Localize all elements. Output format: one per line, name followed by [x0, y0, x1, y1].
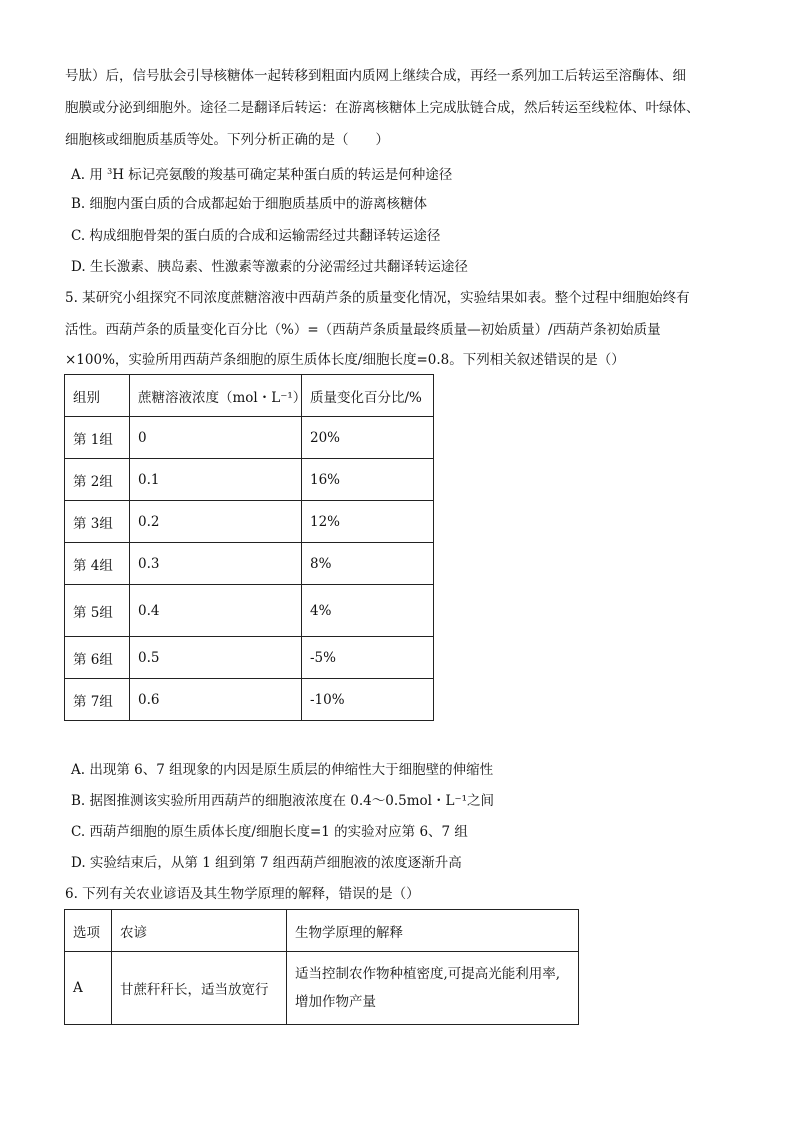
cell-group: 第 4组: [65, 543, 130, 585]
cell-concentration: 0: [130, 417, 302, 459]
cell-concentration: 0.1: [130, 459, 302, 501]
cell-mass-change: -5%: [302, 637, 434, 679]
cell-concentration: 0.6: [130, 679, 302, 721]
header-proverb: 农谚: [112, 910, 287, 952]
table-row: [65, 637, 434, 679]
intro-line-1: 号肽）后，信号肽会引导核糖体一起转移到粗面内质网上继续合成，再经一系列加工后转运至溶酶体、细: [65, 68, 686, 84]
cell-group: 第 1组: [65, 417, 130, 459]
q5-option-d: D. 实验结束后，从第 1 组到第 7 组西葫芦细胞液的浓度逐渐升高: [71, 855, 462, 871]
q5-stem-line-2: 活性。西葫芦条的质量变化百分比（%）=（西葫芦条质量最终质量—初始质量）/西葫芦条初始质量: [65, 322, 661, 338]
q4-option-a: A. 用 $^3$H 标记亮氨酸的羧基可确定某种蛋白质的转运是何种途径: [71, 167, 453, 183]
cell-mass-change: 8%: [302, 543, 434, 585]
table-row: [65, 679, 434, 721]
cell-group: 第 2组: [65, 459, 130, 501]
table-header-row: [65, 375, 434, 417]
cell-group: 第 7组: [65, 679, 130, 721]
intro-line-3: 细胞核或细胞质基质等处。下列分析正确的是（ ）: [65, 132, 389, 148]
sucrose-results-table: [64, 374, 434, 721]
table-row: [65, 585, 434, 637]
principle-line-1: 适当控制农作物种植密度,可提高光能利用率,: [295, 966, 561, 982]
header-mass-change: 质量变化百分比/%: [302, 375, 434, 417]
header-group: 组别: [65, 375, 130, 417]
cell-group: 第 3组: [65, 501, 130, 543]
header-concentration: 蔗糖溶液浓度（mol・L⁻¹）: [130, 375, 302, 417]
q5-option-b: B. 据图推测该实验所用西葫芦的细胞液浓度在 0.4～0.5mol・L⁻¹之间: [71, 793, 494, 809]
intro-line-2: 胞膜或分泌到细胞外。途径二是翻译后转运：在游离核糖体上完成肽链合成，然后转运至线粒体、叶绿体、: [65, 100, 700, 116]
cell-concentration: 0.3: [130, 543, 302, 585]
principle-line-2: 增加作物产量: [295, 994, 376, 1010]
table-row: [65, 543, 434, 585]
cell-proverb: 甘蔗秆秆长，适当放宽行: [112, 952, 287, 1025]
table-row: [65, 952, 579, 1025]
cell-concentration: 0.4: [130, 585, 302, 637]
q5-option-a: A. 出现第 6、7 组现象的内因是原生质层的伸缩性大于细胞壁的伸缩性: [71, 762, 494, 778]
q4-option-d: D. 生长激素、胰岛素、性激素等激素的分泌需经过共翻译转运途径: [71, 259, 468, 275]
cell-concentration: 0.2: [130, 501, 302, 543]
q5-stem-line-1: 5. 某研究小组探究不同浓度蔗糖溶液中西葫芦条的质量变化情况，实验结果如表。整个过程中细胞始终有: [65, 290, 690, 306]
cell-principle: [287, 952, 579, 1025]
table-row: [65, 459, 434, 501]
q6-stem: 6. 下列有关农业谚语及其生物学原理的解释，错误的是（）: [65, 886, 420, 902]
cell-mass-change: 16%: [302, 459, 434, 501]
proverb-table: [64, 909, 579, 1025]
table-row: [65, 417, 434, 459]
cell-mass-change: 20%: [302, 417, 434, 459]
q5-option-c: C. 西葫芦细胞的原生质体长度/细胞长度=1 的实验对应第 6、7 组: [71, 824, 468, 840]
q4-option-c: C. 构成细胞骨架的蛋白质的合成和运输需经过共翻译转运途径: [71, 228, 441, 244]
cell-mass-change: -10%: [302, 679, 434, 721]
cell-mass-change: 4%: [302, 585, 434, 637]
cell-concentration: 0.5: [130, 637, 302, 679]
table-header-row: [65, 910, 579, 952]
cell-group: 第 5组: [65, 585, 130, 637]
cell-mass-change: 12%: [302, 501, 434, 543]
table-row: [65, 501, 434, 543]
q4-option-b: B. 细胞内蛋白质的合成都起始于细胞质基质中的游离核糖体: [71, 196, 428, 212]
q5-stem-line-3: ×100%，实验所用西葫芦条细胞的原生质体长度/细胞长度=0.8。下列相关叙述错误的是（）: [65, 352, 625, 368]
header-principle: 生物学原理的解释: [287, 910, 579, 952]
cell-group: 第 6组: [65, 637, 130, 679]
cell-option: A: [65, 952, 112, 1025]
header-option: 选项: [65, 910, 112, 952]
